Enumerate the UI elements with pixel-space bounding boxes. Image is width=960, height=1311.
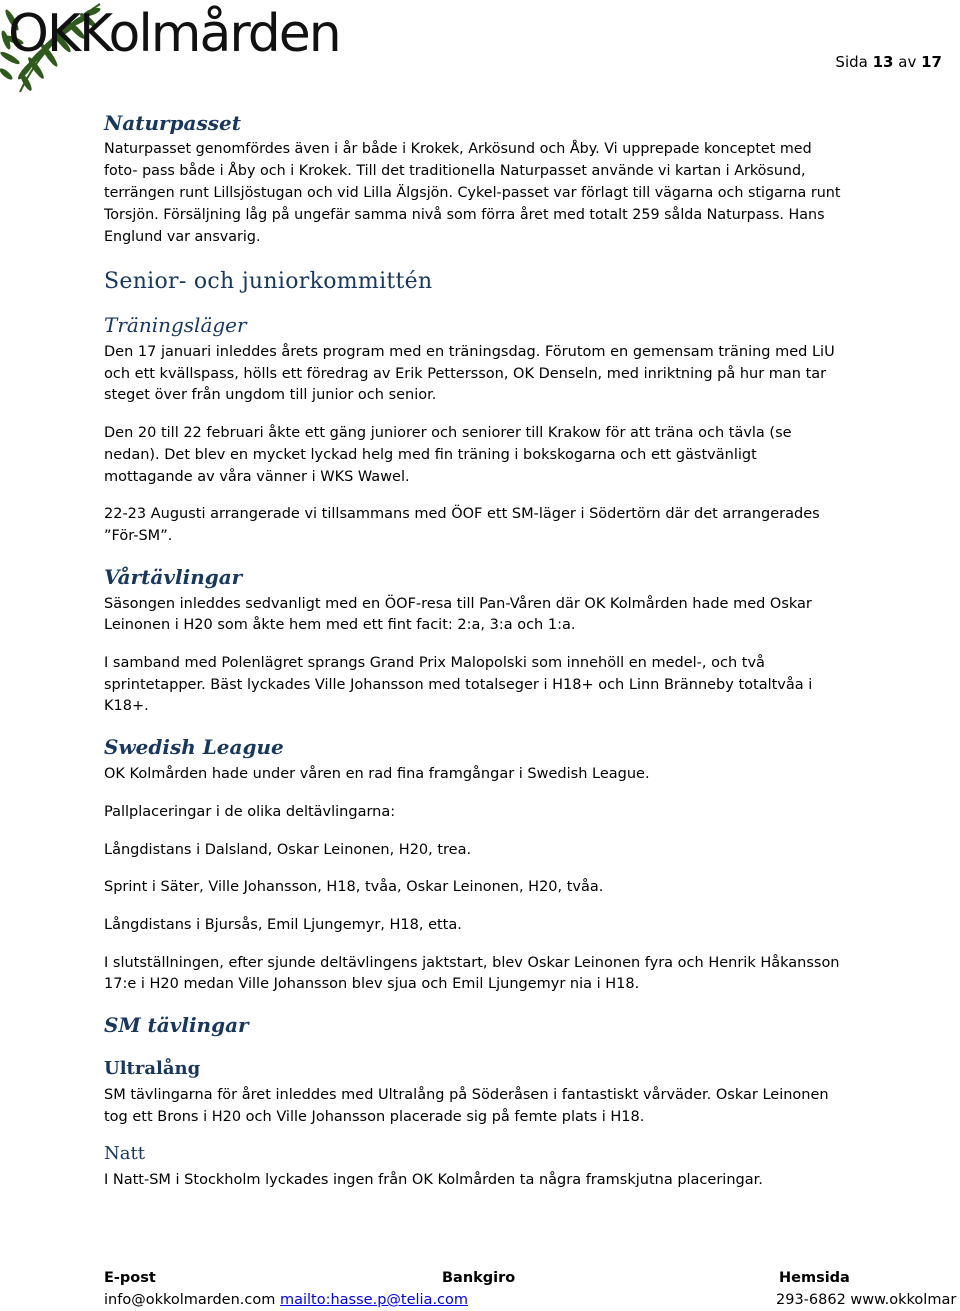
footer-epost-label: E-post — [104, 1270, 156, 1286]
paragraph-traning-2: Den 20 till 22 februari åkte ett gäng juniorer och seniorer till Krakow för att träna och tävla (se nedan). Det blev en mycket lyckad helg med fin träning i bokskogarna och ett gästvänligt mottagande av våra vänner i WKS Wawel. — [104, 425, 792, 485]
footer-hemsida-value[interactable]: www.okkolmar — [850, 1292, 957, 1308]
footer-epost — [104, 1290, 468, 1311]
footer-bankgiro-label: Bankgiro — [442, 1270, 516, 1286]
heading-sm-tavlingar: SM tävlingar — [104, 1013, 249, 1038]
heading-ultralang: Ultralång — [104, 1058, 201, 1080]
heading-senior-junior: Senior- och juniorkommittén — [104, 269, 433, 294]
paragraph-swe-6: I slutställningen, efter sjunde deltävlingens jaktstart, blev Oskar Leinonen fyra och Henrik Håkansson 17:e i H20 medan Ville Johansson blev sjua och Emil Ljungemyr nia i H18. — [104, 954, 840, 993]
paragraph-traning-1: Den 17 januari inleddes årets program med en träningsdag. Förutom en gemensam träning med LiU och ett kvällspass, hölls ett föredrag av Erik Pettersson, OK Denseln, med inriktning på hur man tar steget över från ungdom till junior och senior. — [104, 344, 835, 404]
club-logo — [0, 0, 360, 95]
logo-text: OKKolmården — [8, 4, 340, 64]
paragraph-naturpasset: Naturpasset genomfördes även i år både i Krokek, Arkösund och Åby. Vi upprepade konceptet med foto- pass både i Åby och i Krokek. Till det traditionella Naturpasset använde vi kartan i Arkösund, terrängen runt Lillsjöstugan och vid Lilla Älgsjön. Cykel-passet var förlagt till vägarna och stigarna runt Torsjön. Försäljning låg på ungefär samma nivå som förra året med totalt 259 sålda Naturpass. Hans Englund var ansvarig. — [104, 141, 841, 245]
footer-bankgiro-hemsida — [776, 1290, 956, 1311]
page-label: Sida — [835, 53, 868, 71]
page-current: 13 — [872, 53, 894, 71]
paragraph-swe-4: Sprint i Säter, Ville Johansson, H18, tvåa, Oskar Leinonen, H20, tvåa. — [104, 879, 604, 896]
footer — [104, 1268, 960, 1311]
heading-traningslager: Träningsläger — [104, 313, 247, 337]
document-body — [104, 108, 844, 1192]
paragraph-var-2: I samband med Polenlägret sprangs Grand Prix Malopolski som innehöll en medel-, och två sprintetapper. Bäst lyckades Ville Johansson med totalseger i H18+ och Linn Bränneby totaltvåa i K18+. — [104, 655, 813, 715]
paragraph-var-1: Säsongen inleddes sedvanligt med en ÖOF-resa till Pan-Våren där OK Kolmården hade med Oskar Leinonen i H20 som åkte hem med ett fint facit: 2:a, 3:a och 1:a. — [104, 595, 812, 634]
paragraph-swe-5: Långdistans i Bjursås, Emil Ljungemyr, H18, etta. — [104, 916, 462, 933]
page-number — [835, 53, 942, 71]
paragraph-swe-2: Pallplaceringar i de olika deltävlingarna: — [104, 803, 396, 820]
paragraph-swe-1: OK Kolmården hade under våren en rad fina framgångar i Swedish League. — [104, 766, 650, 783]
paragraph-traning-3: 22-23 Augusti arrangerade vi tillsammans med ÖOF ett SM-läger i Södertörn där det arrangerades ”För-SM”. — [104, 506, 820, 544]
paragraph-natt: I Natt-SM i Stockholm lyckades ingen från OK Kolmården ta några framskjutna placeringar. — [104, 1172, 763, 1189]
page-total: 17 — [921, 53, 942, 71]
footer-epost-value: info@okkolmarden.com — [104, 1292, 276, 1308]
heading-natt: Natt — [104, 1143, 145, 1165]
heading-swedish-league: Swedish League — [104, 735, 284, 760]
paragraph-ultra: SM tävlingarna för året inleddes med Ultralång på Söderåsen i fantastiskt vårväder. Oskar Leinonen tog ett Brons i H20 och Ville Johansson placerade sig på femte plats i H18. — [104, 1087, 829, 1125]
page-sep: av — [898, 53, 917, 71]
footer-bankgiro-value: 293-6862 — [776, 1292, 846, 1308]
paragraph-swe-3: Långdistans i Dalsland, Oskar Leinonen, H20, trea. — [104, 841, 472, 858]
heading-naturpasset: Naturpasset — [104, 111, 241, 135]
footer-hemsida-label: Hemsida — [779, 1270, 850, 1286]
heading-vartavlingar: Vårtävlingar — [104, 564, 243, 589]
footer-mail-link[interactable]: mailto:hasse.p@telia.com — [279, 1292, 469, 1308]
